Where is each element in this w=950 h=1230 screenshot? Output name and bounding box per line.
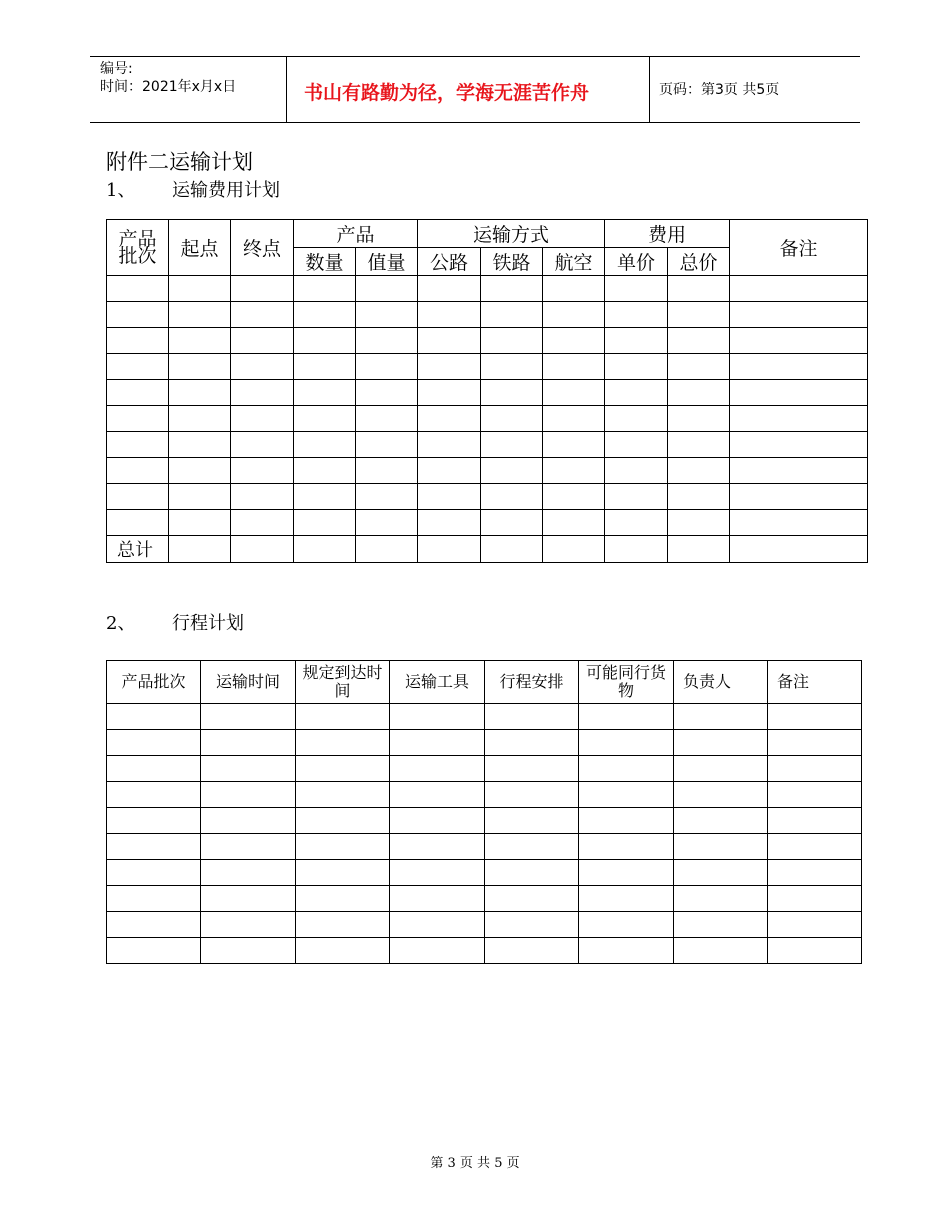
table-cell[interactable] xyxy=(674,756,768,782)
table-cell[interactable] xyxy=(390,886,485,912)
col-header-transport-time: 运输时间 xyxy=(201,661,296,704)
table-cell[interactable] xyxy=(543,432,605,458)
table-cell[interactable] xyxy=(730,484,868,510)
table-cell[interactable] xyxy=(390,938,485,964)
table-cell[interactable] xyxy=(674,730,768,756)
table-cell[interactable] xyxy=(107,782,201,808)
table-cell[interactable] xyxy=(543,302,605,328)
table-cell[interactable] xyxy=(356,432,418,458)
table-cell[interactable] xyxy=(605,354,668,380)
table-cell[interactable] xyxy=(543,276,605,302)
col-header-person-in-charge: 负责人 xyxy=(674,661,768,704)
table-cell[interactable] xyxy=(201,808,296,834)
table-cell[interactable] xyxy=(356,276,418,302)
table-cell[interactable] xyxy=(169,536,231,563)
table-cell[interactable] xyxy=(356,484,418,510)
table-cell[interactable] xyxy=(231,328,294,354)
table-cell[interactable] xyxy=(231,302,294,328)
section1-title: 运输费用计划 xyxy=(172,180,280,201)
table-row xyxy=(107,704,862,730)
table-cell[interactable] xyxy=(674,886,768,912)
table-cell[interactable] xyxy=(169,484,231,510)
table-cell[interactable] xyxy=(768,886,862,912)
table-cell[interactable] xyxy=(169,406,231,432)
table-cell[interactable] xyxy=(579,886,674,912)
table-cell[interactable] xyxy=(201,886,296,912)
table-cell[interactable] xyxy=(605,406,668,432)
table-cell[interactable] xyxy=(485,730,579,756)
table-cell[interactable] xyxy=(201,730,296,756)
table-cell[interactable] xyxy=(768,912,862,938)
document-title: 附件二运输计划 xyxy=(106,150,253,174)
header-divider-left xyxy=(286,56,287,122)
table-cell[interactable] xyxy=(107,808,201,834)
table-cell[interactable] xyxy=(668,432,730,458)
table-cell[interactable] xyxy=(481,354,543,380)
header-bottom-rule xyxy=(90,122,860,123)
serial-label: 编号: xyxy=(100,61,133,77)
table-cell[interactable] xyxy=(485,704,579,730)
table-cell[interactable] xyxy=(390,756,485,782)
col-header-end: 终点 xyxy=(231,220,294,276)
table-cell[interactable] xyxy=(169,276,231,302)
table-cell[interactable] xyxy=(481,276,543,302)
table-cell[interactable] xyxy=(543,328,605,354)
table-row xyxy=(107,276,868,302)
table-cell[interactable] xyxy=(294,484,356,510)
table-cell[interactable] xyxy=(668,510,730,536)
table-cell[interactable] xyxy=(668,354,730,380)
table-row xyxy=(107,328,868,354)
table-cell[interactable] xyxy=(107,860,201,886)
table-cell[interactable] xyxy=(390,912,485,938)
table-cell[interactable] xyxy=(730,406,868,432)
table-cell[interactable] xyxy=(294,302,356,328)
table-cell[interactable] xyxy=(579,834,674,860)
table-cell[interactable] xyxy=(481,302,543,328)
col-group-transport: 运输方式 xyxy=(418,220,605,248)
table-cell[interactable] xyxy=(107,704,201,730)
table-row xyxy=(107,484,868,510)
table-cell[interactable] xyxy=(107,510,169,536)
table-cell[interactable] xyxy=(481,484,543,510)
table-cell[interactable] xyxy=(231,432,294,458)
table-cell[interactable] xyxy=(481,536,543,563)
table-cell[interactable] xyxy=(768,756,862,782)
table-cell[interactable] xyxy=(294,458,356,484)
table-cell[interactable] xyxy=(294,406,356,432)
table-cell[interactable] xyxy=(605,328,668,354)
table-cell[interactable] xyxy=(107,354,169,380)
table-cell[interactable] xyxy=(481,380,543,406)
total-label: 总计 xyxy=(107,536,169,563)
table-cell[interactable] xyxy=(107,912,201,938)
table-cell[interactable] xyxy=(674,704,768,730)
col-header-batch: 产品 批次 xyxy=(107,220,169,276)
col-header-remark: 备注 xyxy=(768,661,862,704)
table-cell[interactable] xyxy=(481,432,543,458)
table-cell[interactable] xyxy=(169,302,231,328)
table-cell[interactable] xyxy=(418,510,481,536)
table-row xyxy=(107,756,862,782)
table-cell[interactable] xyxy=(356,380,418,406)
table-cell[interactable] xyxy=(579,938,674,964)
table-cell[interactable] xyxy=(730,328,868,354)
table-row xyxy=(107,782,862,808)
header-top-rule xyxy=(90,56,860,57)
table-cell[interactable] xyxy=(485,782,579,808)
table-cell[interactable] xyxy=(481,328,543,354)
table-cell[interactable] xyxy=(605,536,668,563)
table-cell[interactable] xyxy=(231,380,294,406)
table-cell[interactable] xyxy=(674,938,768,964)
col-header-start: 起点 xyxy=(169,220,231,276)
table-cell[interactable] xyxy=(668,406,730,432)
table-row xyxy=(107,510,868,536)
table-cell[interactable] xyxy=(543,484,605,510)
table-cell[interactable] xyxy=(668,458,730,484)
table-cell[interactable] xyxy=(201,782,296,808)
col-header-vehicle: 运输工具 xyxy=(390,661,485,704)
table-cell[interactable] xyxy=(418,276,481,302)
table-cell[interactable] xyxy=(485,834,579,860)
table-cell[interactable] xyxy=(418,354,481,380)
table-cell[interactable] xyxy=(231,354,294,380)
table-row xyxy=(107,808,862,834)
table-cell[interactable] xyxy=(674,808,768,834)
table-cell[interactable] xyxy=(107,834,201,860)
table-row xyxy=(107,860,862,886)
table-cell[interactable] xyxy=(730,380,868,406)
table-cell[interactable] xyxy=(356,458,418,484)
table-cell[interactable] xyxy=(296,782,390,808)
table-cell[interactable] xyxy=(294,276,356,302)
table-cell[interactable] xyxy=(579,704,674,730)
table-cell[interactable] xyxy=(418,328,481,354)
table-cell[interactable] xyxy=(543,354,605,380)
table-cell[interactable] xyxy=(296,730,390,756)
table-row xyxy=(107,302,868,328)
table-cell[interactable] xyxy=(294,536,356,563)
table-cell[interactable] xyxy=(390,808,485,834)
table-cell[interactable] xyxy=(169,380,231,406)
col-header-total-price: 总价 xyxy=(668,248,730,276)
table-cell[interactable] xyxy=(356,536,418,563)
table-cell[interactable] xyxy=(390,782,485,808)
table-cell[interactable] xyxy=(201,860,296,886)
table-cell[interactable] xyxy=(768,782,862,808)
table-cell[interactable] xyxy=(201,912,296,938)
table-cell[interactable] xyxy=(485,886,579,912)
table-cell[interactable] xyxy=(543,406,605,432)
table-cell[interactable] xyxy=(231,536,294,563)
table-cell[interactable] xyxy=(579,782,674,808)
table-cell[interactable] xyxy=(730,302,868,328)
table-cell[interactable] xyxy=(485,756,579,782)
table-cell[interactable] xyxy=(231,458,294,484)
table-cell[interactable] xyxy=(768,808,862,834)
table-cell[interactable] xyxy=(390,730,485,756)
table-cell[interactable] xyxy=(418,380,481,406)
transport-cost-table xyxy=(106,219,868,563)
table-cell[interactable] xyxy=(418,458,481,484)
table-cell[interactable] xyxy=(730,432,868,458)
table-cell[interactable] xyxy=(605,380,668,406)
col-header-accompanying-goods: 可能同行货物 xyxy=(579,661,674,704)
col-header-rail: 铁路 xyxy=(481,248,543,276)
table-cell[interactable] xyxy=(579,860,674,886)
table-cell[interactable] xyxy=(107,406,169,432)
table-cell[interactable] xyxy=(418,406,481,432)
table-cell[interactable] xyxy=(485,938,579,964)
table-cell[interactable] xyxy=(674,834,768,860)
col-header-remark: 备注 xyxy=(730,220,868,276)
table-cell[interactable] xyxy=(201,938,296,964)
table-cell[interactable] xyxy=(107,730,201,756)
col-header-schedule: 行程安排 xyxy=(485,661,579,704)
table-cell[interactable] xyxy=(356,302,418,328)
table-cell[interactable] xyxy=(605,276,668,302)
table-cell[interactable] xyxy=(768,704,862,730)
table-cell[interactable] xyxy=(485,808,579,834)
table-cell[interactable] xyxy=(768,834,862,860)
table-row xyxy=(107,886,862,912)
motto: 书山有路勤为径，学海无涯苦作舟 xyxy=(304,82,590,104)
time-label: 时间：2021年x月x日 xyxy=(100,79,237,95)
table-row xyxy=(107,380,868,406)
table-cell[interactable] xyxy=(231,510,294,536)
table-row xyxy=(107,730,862,756)
col-header-quantity: 数量 xyxy=(294,248,356,276)
table-cell[interactable] xyxy=(605,458,668,484)
table-row xyxy=(107,938,862,964)
table-cell[interactable] xyxy=(605,302,668,328)
col-group-product: 产品 xyxy=(294,220,418,248)
table-cell[interactable] xyxy=(543,536,605,563)
table-cell[interactable] xyxy=(768,938,862,964)
page-info: 页码：第3页 共5页 xyxy=(659,82,780,98)
table-cell[interactable] xyxy=(674,912,768,938)
table-cell[interactable] xyxy=(668,380,730,406)
table-cell[interactable] xyxy=(231,484,294,510)
itinerary-table xyxy=(106,660,862,964)
section2-title: 行程计划 xyxy=(172,613,244,634)
table-cell[interactable] xyxy=(668,302,730,328)
table-cell[interactable] xyxy=(169,328,231,354)
table-cell[interactable] xyxy=(481,510,543,536)
table-cell[interactable] xyxy=(356,406,418,432)
header-divider-right xyxy=(649,56,650,122)
table-cell[interactable] xyxy=(543,380,605,406)
table-cell[interactable] xyxy=(231,276,294,302)
table-cell[interactable] xyxy=(107,484,169,510)
table-cell[interactable] xyxy=(668,276,730,302)
table-cell[interactable] xyxy=(579,730,674,756)
table-cell[interactable] xyxy=(201,834,296,860)
table-cell[interactable] xyxy=(201,704,296,730)
page-footer: 第 3 页 共 5 页 xyxy=(430,1156,520,1171)
col-header-unit-price: 单价 xyxy=(605,248,668,276)
table-cell[interactable] xyxy=(294,432,356,458)
table-cell[interactable] xyxy=(418,536,481,563)
table-cell[interactable] xyxy=(107,380,169,406)
table-cell[interactable] xyxy=(169,510,231,536)
table-cell[interactable] xyxy=(294,510,356,536)
table-cell[interactable] xyxy=(169,354,231,380)
table-cell[interactable] xyxy=(668,328,730,354)
table-cell[interactable] xyxy=(294,328,356,354)
table-cell[interactable] xyxy=(107,328,169,354)
table-cell[interactable] xyxy=(605,510,668,536)
table-cell[interactable] xyxy=(485,860,579,886)
table-cell[interactable] xyxy=(418,302,481,328)
table-cell[interactable] xyxy=(107,458,169,484)
table-cell[interactable] xyxy=(169,432,231,458)
table-cell[interactable] xyxy=(296,912,390,938)
col-header-road: 公路 xyxy=(418,248,481,276)
table-row xyxy=(107,406,868,432)
table-cell[interactable] xyxy=(579,756,674,782)
table-cell[interactable] xyxy=(730,354,868,380)
table-cell[interactable] xyxy=(356,328,418,354)
table-cell[interactable] xyxy=(356,354,418,380)
table-cell[interactable] xyxy=(201,756,296,782)
table-cell[interactable] xyxy=(107,276,169,302)
table-cell[interactable] xyxy=(579,912,674,938)
table-cell[interactable] xyxy=(390,704,485,730)
table-cell[interactable] xyxy=(296,886,390,912)
section2-number: 2、 xyxy=(106,613,136,634)
table-cell[interactable] xyxy=(107,756,201,782)
table-row xyxy=(107,354,868,380)
col-header-batch: 产品批次 xyxy=(107,661,201,704)
table-cell[interactable] xyxy=(668,484,730,510)
table-cell[interactable] xyxy=(730,276,868,302)
table-cell[interactable] xyxy=(730,510,868,536)
table-cell[interactable] xyxy=(296,704,390,730)
table-row xyxy=(107,432,868,458)
table-cell[interactable] xyxy=(418,432,481,458)
table-cell[interactable] xyxy=(390,834,485,860)
table-cell[interactable] xyxy=(107,938,201,964)
table-cell[interactable] xyxy=(730,536,868,563)
table-cell[interactable] xyxy=(296,834,390,860)
table-cell[interactable] xyxy=(768,730,862,756)
table-cell[interactable] xyxy=(668,536,730,563)
table-cell[interactable] xyxy=(294,354,356,380)
table-cell[interactable] xyxy=(107,432,169,458)
table-cell[interactable] xyxy=(543,510,605,536)
col-header-air: 航空 xyxy=(543,248,605,276)
table-row xyxy=(107,458,868,484)
table-cell[interactable] xyxy=(418,484,481,510)
table-cell[interactable] xyxy=(579,808,674,834)
table-cell[interactable] xyxy=(169,458,231,484)
col-group-cost: 费用 xyxy=(605,220,730,248)
table-cell[interactable] xyxy=(730,458,868,484)
table-cell[interactable] xyxy=(768,860,862,886)
table-cell[interactable] xyxy=(605,484,668,510)
table-cell[interactable] xyxy=(485,912,579,938)
section1-number: 1、 xyxy=(106,180,136,201)
col-header-value: 值量 xyxy=(356,248,418,276)
table-cell[interactable] xyxy=(296,938,390,964)
table-row xyxy=(107,912,862,938)
table-cell[interactable] xyxy=(481,406,543,432)
table-cell[interactable] xyxy=(674,860,768,886)
table-cell[interactable] xyxy=(294,380,356,406)
table-row xyxy=(107,834,862,860)
table-cell[interactable] xyxy=(390,860,485,886)
table-cell[interactable] xyxy=(107,302,169,328)
col-header-required-arrival: 规定到达时间 xyxy=(296,661,390,704)
table-cell[interactable] xyxy=(543,458,605,484)
table-cell[interactable] xyxy=(296,756,390,782)
table-cell[interactable] xyxy=(481,458,543,484)
table-cell[interactable] xyxy=(296,860,390,886)
table-cell[interactable] xyxy=(296,808,390,834)
table-cell[interactable] xyxy=(356,510,418,536)
table-cell[interactable] xyxy=(231,406,294,432)
table-cell[interactable] xyxy=(674,782,768,808)
table-cell[interactable] xyxy=(605,432,668,458)
table-cell[interactable] xyxy=(107,886,201,912)
